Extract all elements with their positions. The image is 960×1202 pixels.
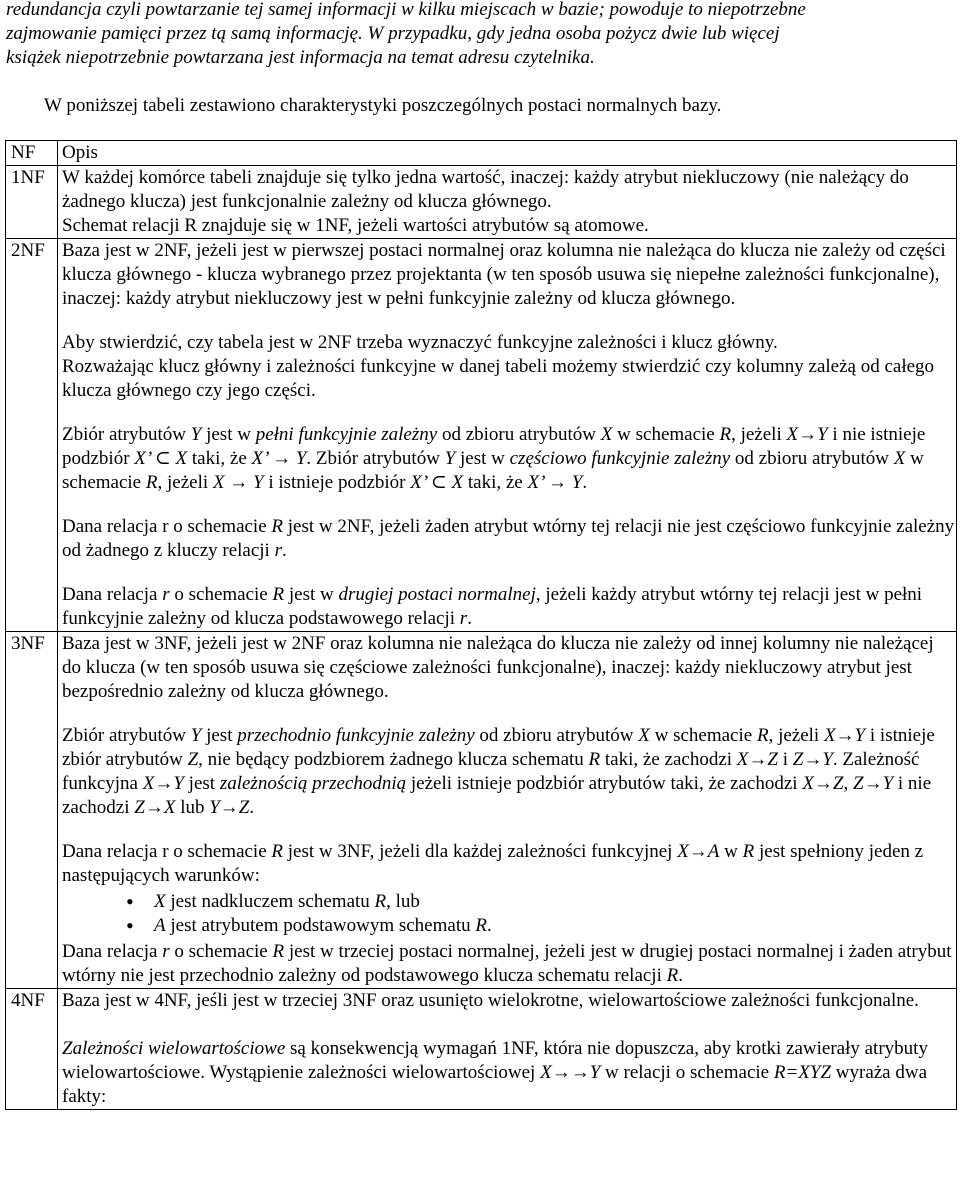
term-redundancja: redundancja <box>6 0 102 20</box>
desc-1nf: W każdej komórce tabeli znajduje się tylko jedna wartość, inaczej: każdy atrybut niekluczowy (nie należący do żadnego klucza) jest funkcjonalnie zależny od klucza głównego. Schemat relacji R znajduje się w 1NF, jeżeli wartości atrybutów są atomowe. <box>58 166 957 239</box>
table-intro-sentence: W poniższej tabeli zestawiono charakterystyki poszczególnych postaci normalnych bazy. <box>44 95 722 116</box>
3nf-conditions-list <box>62 890 956 938</box>
header-nf: NF <box>6 141 58 166</box>
3nf-third-normal-form: Dana relacja r o schemacie R jest w trzeciej postaci normalnej, jeżeli jest w drugiej postaci normalnej i żaden atrybut wtórny nie jest przechodnio zależny od podstawowego klucza schematu relacji R. <box>62 941 952 986</box>
label-3nf: 3NF <box>6 632 58 989</box>
desc-2nf: Baza jest w 2NF, jeżeli jest w pierwszej postaci normalnej oraz kolumna nie należąca do klucza nie zależy od części klucza głównego - klucza wybranego przez projektanta (w ten sposób usuwa się niepełne zależności funkcjonalne), inaczej: każdy atrybut niekluczowy jest w pełni funkcyjnie zależny od klucza głównego. Aby stwierdzić, czy tabela jest w 2NF trzeba wyznaczyć funkcyjne zależności i klucz główny. Rozważając klucz główny i zależności funkcyjne w danej tabeli możemy stwierdzić czy kolumny zależą od całego klucza głównego czy jego części. Zbiór atrybutów Y jest w pełni funkcyjnie zależny od zbioru atrybutów X w schemacie R, jeżeli X→Y i nie istnieje podzbiór X’ ⊂ X taki, że X’ → Y. Zbiór atrybutów Y jest w częściowo funkcyjnie zależny od zbioru atrybutów X w schemacie R, jeżeli X → Y i istnieje podzbiór X’ ⊂ X taki, że X’ → Y. Dana relacja r o schemacie R jest w 2NF, jeżeli żaden atrybut wtórny tej relacji nie jest częściowo funkcyjnie zależny od żadnego z kluczy relacji r. Dana relacja r o schemacie R jest w drugiej postaci normalnej, jeżeli każdy atrybut wtórny tej relacji jest w pełni funkcyjnie zależny od klucza podstawowego relacji r. <box>58 239 957 632</box>
label-1nf: 1NF <box>6 166 58 239</box>
transitive-dependency-definition: Zbiór atrybutów Y jest przechodnio funkcyjnie zależny od zbioru atrybutów X w schemacie R, jeżeli X→Y i istnieje zbiór atrybutów Z, nie będący podzbiorem żadnego klucza schematu R taki, że zachodzi X→Z i Z→Y. Zależność funkcyjna X→Y jest zależnością przechodnią jeżeli istnieje podzbiór atrybutów taki, że zachodzi X→Z, Z→Y i nie zachodzi Z→X lub Y→Z. <box>62 725 935 818</box>
full-dependency-definition: Zbiór atrybutów Y jest w pełni funkcyjnie zależny od zbioru atrybutów X w schemacie R, jeżeli X→Y i nie istnieje podzbiór X’ ⊂ X taki, że X’ → Y. Zbiór atrybutów Y jest w częściowo funkcyjnie zależny od zbioru atrybutów X w schemacie R, jeżeli X → Y i istnieje podzbiór X’ ⊂ X taki, że X’ → Y. <box>62 424 926 493</box>
intro-section <box>6 0 954 118</box>
list-item: • X jest nadkluczem schematu R, lub <box>62 890 956 914</box>
table-row-3nf <box>6 632 957 989</box>
desc-4nf: Baza jest w 4NF, jeśli jest w trzeciej 3NF oraz usunięto wielokrotne, wielowartościowe zależności funkcjonalne. Zależności wielowartościowe są konsekwencją wymagań 1NF, która nie dopuszcza, aby krotki zawierały atrybuty wielowartościowe. Wystąpienie zależności wielowartościowej X→→Y w relacji o schemacie R=XYZ wyraża dwa fakty: <box>58 989 957 1110</box>
multivalued-dependency-paragraph: Zależności wielowartościowe są konsekwencją wymagań 1NF, która nie dopuszcza, aby krotki zawierały atrybuty wielowartościowe. Wystąpienie zależności wielowartościowej X→→Y w relacji o schemacie R=XYZ wyraża dwa fakty: <box>62 1038 928 1107</box>
table-header-row <box>6 141 957 166</box>
header-opis: Opis <box>58 141 957 166</box>
redundancy-paragraph: redundancja czyli powtarzanie tej samej informacji w kilku miejscach w bazie; powoduje to niepotrzebne zajmowanie pamięci przez tą samą informację. W przypadku, gdy jedna osoba pożycz dwie lub więcej książek niepotrzebnie powtarzana jest informacja na temat adresu czytelnika. <box>6 0 806 68</box>
2nf-second-normal-form: Dana relacja r o schemacie R jest w drugiej postaci normalnej, jeżeli każdy atrybut wtórny tej relacji jest w pełni funkcyjnie zależny od klucza podstawowego relacji r. <box>62 584 923 629</box>
desc-3nf: Baza jest w 3NF, jeżeli jest w 2NF oraz kolumna nie należąca do klucza nie zależy od innej kolumny nie należącej do klucza (w ten sposób usuwa się częściowe zależności funkcjonalne), inaczej: każdy niekluczowy atrybut jest bezpośrednio zależny od klucza głównego. Zbiór atrybutów Y jest przechodnio funkcyjnie zależny od zbioru atrybutów X w schemacie R, jeżeli X→Y i istnieje zbiór atrybutów Z, nie będący podzbiorem żadnego klucza schematu R taki, że zachodzi X→Z i Z→Y. Zależność funkcyjna X→Y jest zależnością przechodnią jeżeli istnieje podzbiór atrybutów taki, że zachodzi X→Z, Z→Y i nie zachodzi Z→X lub Y→Z. Dana relacja r o schemacie R jest w 3NF, jeżeli dla każdej zależności funkcyjnej X→A w R jest spełniony jeden z następujących warunków: • X jest nadkluczem schematu R, lub • A jest atrybutem podstawowym schematu R. Dana relacja r o schemacie R jest w trzeciej postaci normalnej, jeżeli jest w drugiej postaci normalnej i żaden atrybut wtórny nie jest przechodnio zależny od podstawowego klucza schematu relacji R. <box>58 632 957 989</box>
table-row-4nf <box>6 989 957 1110</box>
2nf-relation-definition: Dana relacja r o schemacie R jest w 2NF, jeżeli żaden atrybut wtórny tej relacji nie jest częściowo funkcyjnie zależny od żadnego z kluczy relacji r. <box>62 516 955 561</box>
list-item: • A jest atrybutem podstawowym schematu R. <box>62 914 956 938</box>
label-4nf: 4NF <box>6 989 58 1110</box>
table-row-1nf <box>6 166 957 239</box>
table-row-2nf <box>6 239 957 632</box>
label-2nf: 2NF <box>6 239 58 632</box>
normal-forms-table <box>5 140 957 1110</box>
3nf-relation-definition: Dana relacja r o schemacie R jest w 3NF, jeżeli dla każdej zależności funkcyjnej X→A w R jest spełniony jeden z następujących warunków: <box>62 841 924 886</box>
